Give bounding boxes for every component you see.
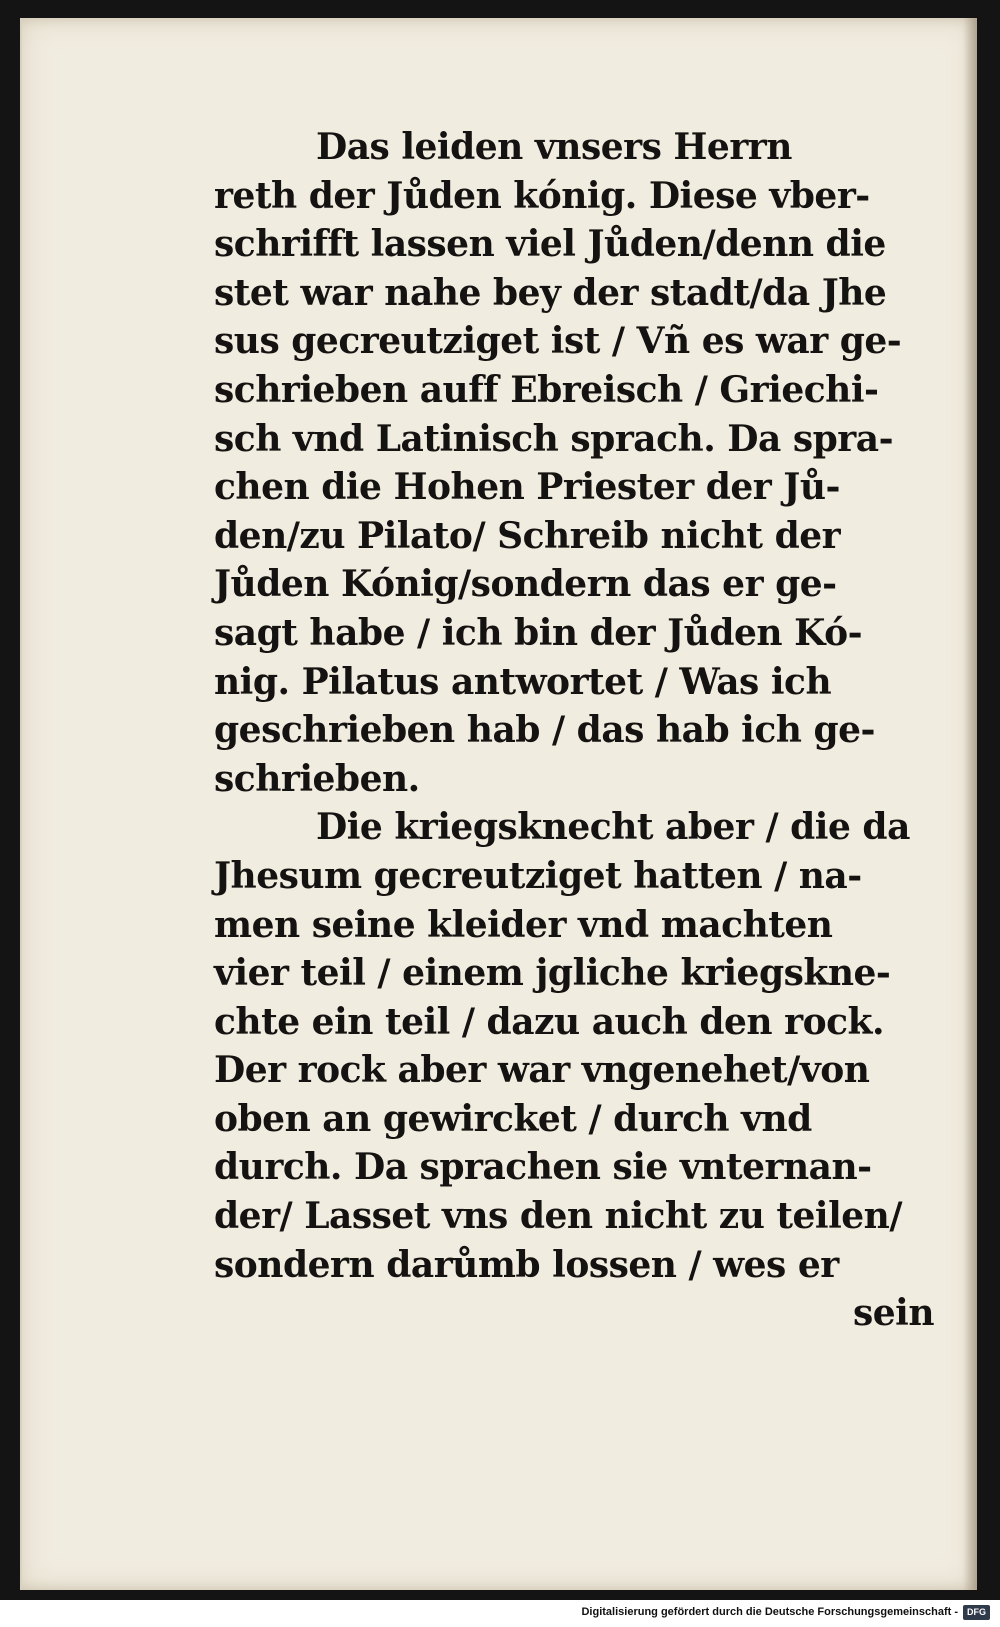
dfg-logo: DFG [963, 1605, 990, 1620]
text-line: der/ Lasset vns den nicht zu teilen/ [214, 1195, 903, 1238]
text-line: Jhesum gecreutziget hatten / na- [214, 854, 862, 897]
text-line: schrieben. [214, 757, 420, 800]
text-line: oben an gewircket / durch vnd [214, 1097, 812, 1140]
text-line: vier teil / einem jgliche kriegskne- [214, 952, 891, 995]
text-line: sch vnd Latinisch sprach. Da spra- [214, 417, 894, 460]
text-line: durch. Da sprachen sie vnternan- [214, 1146, 872, 1189]
text-line: geschrieben hab / das hab ich ge- [214, 709, 875, 752]
text-line: chte ein teil / dazu auch den rock. [214, 1000, 884, 1043]
text-line: Der rock aber war vngenehet/von [214, 1049, 870, 1092]
page-text-block [214, 123, 934, 1338]
text-line: men seine kleider vnd machten [214, 903, 833, 946]
text-line: Das leiden vnsers Herrn [316, 126, 792, 168]
text-line: sondern darůmb lossen / wes er [214, 1243, 839, 1286]
text-line: reth der Jůden kónig. Diese vber- [214, 174, 870, 217]
text-line: chen die Hohen Priester der Jů- [214, 466, 840, 509]
book-page [20, 18, 977, 1590]
text-line: Jůden Kónig/sondern das er ge- [214, 563, 837, 606]
text-line: den/zu Pilato/ Schreib nicht der [214, 514, 841, 557]
text-line: Die kriegsknecht aber / die da [316, 806, 910, 849]
text-line: sagt habe / ich bin der Jůden Kó- [214, 611, 863, 654]
text-line: schrieben auff Ebreisch / Griechi- [214, 368, 879, 411]
text-line: schrifft lassen viel Jůden/denn die [214, 223, 886, 266]
catchword: sein [852, 1292, 934, 1335]
footer-bar [0, 1600, 1000, 1627]
funding-credit: Digitalisierung gefördert durch die Deutsche Forschungsgemeinschaft - [581, 1606, 958, 1618]
text-line: sus gecreutziget ist / Vñ es war ge- [214, 320, 902, 363]
text-line: nig. Pilatus antwortet / Was ich [214, 660, 832, 703]
text-line: stet war nahe bey der stadt/da Jhe [214, 271, 887, 314]
